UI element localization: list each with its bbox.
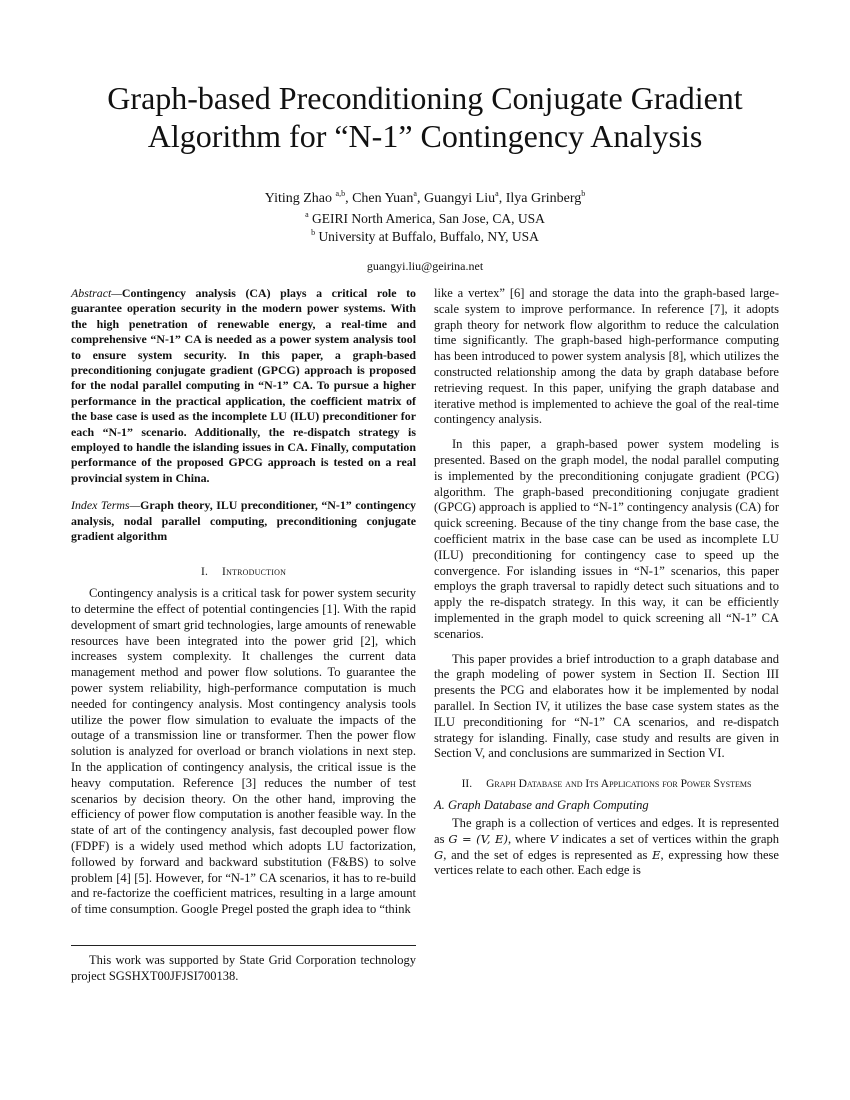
intro-paragraph-3: This paper provides a brief introduction to a graph database and the graph modeling of power system in Section II. Section III presents the PCG and elaborates how it be implemented by nodal parallel. In Section IV, it utilizes the base case system states as the ILU preconditioning for “N-1” CA scenarios, and re-dispatch strategy for islanding. Finally, case study and results are given in Section V, and conclusions are summarized in Section VI. bbox=[434, 651, 779, 761]
text-run: , and the set of edges is represented as bbox=[443, 847, 653, 862]
text-run: The graph is a collection of vertices and edges. It is represented as bbox=[434, 815, 779, 846]
affiliation-mark: b bbox=[311, 228, 316, 237]
author-name: Yiting Zhao bbox=[264, 191, 333, 206]
equation-graph: G = (V, E) bbox=[448, 831, 508, 846]
text-run: indicates a set of vertices within the graph bbox=[557, 831, 780, 846]
author-name: Chen Yuan bbox=[352, 191, 414, 206]
section-title: Graph Database and Its Applications for Power Systems bbox=[486, 778, 752, 791]
symbol-v: V bbox=[549, 831, 558, 846]
abstract bbox=[71, 286, 416, 486]
left-column bbox=[71, 286, 416, 918]
intro-paragraph-1: Contingency analysis is a critical task for power system security to determine the effect of potential contingencies [1]. With the rapid development of smart grid technologies, large amounts of renewable resources have been integrated into the power grid [2], which increases system complexity. It challenges the current data management method and power flow solutions. To guarantee the power system reliability, high-performance computation is much needed for contingency analysis. Most contingency analysis tools utilize the power flow simulation to evaluate the impacts of the outage of a transmission line or transformer. Then the power flow solution is analyzed for overload or branch violations in next step. In the application of contingency analysis, the critical issue is the heavy computation. Reference [3] reduces the number of test scenarios by decision theory. On the other hand, improving the efficiency of power flow computation is another feasible way. In the state of art of the contingency analysis, fast decoupled power flow (FDPF) is a widely used method which adopts LU factorization, followed by forward and backward substitution (F&BS) to solve problem [4] [5]. However, for “N-1” CA scenarios, it has to re-build and re-factorize the coefficient matrices, resulting in a large amount of time consumption. Google Pregel posted the graph idea to “think bbox=[71, 586, 416, 917]
author-affil-mark: b bbox=[581, 189, 586, 198]
contact-email: guangyi.liu@geirina.net bbox=[366, 259, 484, 273]
index-terms-text: Graph theory, ILU preconditioner, “N-1” contingency analysis, nodal parallel computing, preconditioning conjugate gradient algorithm bbox=[71, 498, 416, 544]
author-list: Yiting Zhao $^{a,b}$, Chen Yuan$^a$, Guangyi Liu$^a$, Ilya Grinberg$^b$ bbox=[264, 189, 586, 206]
affiliation-text: GEIRI North America, San Jose, CA, USA bbox=[312, 211, 545, 226]
title-line-1: Graph-based Preconditioning Conjugate Gradient bbox=[107, 80, 743, 116]
author-affil-mark: a bbox=[495, 189, 499, 198]
footnote: This work was supported by State Grid Corporation technology project SGSHXT00JFJSI700138. bbox=[71, 953, 416, 983]
index-terms bbox=[71, 498, 416, 544]
symbol-g: G bbox=[434, 847, 444, 862]
footnote-rule bbox=[71, 945, 416, 946]
right-column bbox=[434, 286, 779, 879]
section-number: II. bbox=[461, 778, 473, 791]
symbol-e: E bbox=[652, 847, 661, 862]
affiliation-b bbox=[60, 224, 790, 245]
section-heading-1 bbox=[71, 565, 416, 581]
section-title: Introduction bbox=[222, 565, 287, 578]
author-affil-mark: a,b bbox=[335, 189, 346, 198]
author-name: Guangyi Liu bbox=[423, 191, 496, 206]
index-terms-lead: Index Terms— bbox=[71, 498, 141, 513]
intro-paragraph-1-continued: like a vertex” [6] and storage the data into the graph-based large-scale system to improve performance. In reference [7], it adopts graph theory for network flow algorithm to reduce the calculation time significantly. The graph-based high-performance computing has been introduced to power system analysis [8], which utilizes the constructed relationship among the data by graph database before retrieving request. In this paper, unifying the graph database and iterative method is implemented to achieve the goal of the real-time contingency analysis. bbox=[434, 286, 779, 427]
author-affil-mark: a bbox=[413, 189, 417, 198]
text-run: , where bbox=[507, 831, 550, 846]
graph-paragraph bbox=[434, 816, 779, 879]
title-line-2: Algorithm for “N-1” Contingency Analysis bbox=[147, 118, 703, 154]
paper-title bbox=[60, 79, 790, 155]
abstract-lead: Abstract— bbox=[71, 286, 122, 300]
text-run: , expressing how these vertices relate to each other. Each edge is bbox=[434, 847, 779, 878]
section-heading-2 bbox=[434, 776, 779, 792]
abstract-text: Contingency analysis (CA) plays a critical role to guarantee operation security in the modern power systems. With the high penetration of renewable energy, a real-time and comprehensive “N-1” CA is needed as a power system analysis tool to ensure system security. In this paper, a graph-based preconditioning conjugate gradient (GPCG) approach is proposed for the nodal parallel computing in “N-1” CA. To pursue a higher performance in the practical application, the coefficient matrix of the base case is used as the incomplete LU (ILU) preconditioner for each “N-1” scenario. Additionally, the re-dispatch strategy is employed to handle the islanding issues in CA. Finally, computation performance of the proposed GPCG approach is tested on a real provincial system in China. bbox=[71, 286, 416, 485]
affiliation-text: University at Buffalo, Buffalo, NY, USA bbox=[318, 229, 539, 244]
author-name: Ilya Grinberg bbox=[505, 191, 582, 206]
section-number: I. bbox=[200, 565, 209, 578]
affiliation-mark: a bbox=[305, 210, 309, 219]
intro-paragraph-2: In this paper, a graph-based power system modeling is presented. Based on the graph model, the nodal parallel computing is implemented by the preconditioning conjugate gradient (PCG) algorithm. The graph-based preconditioning conjugate gradient (GPCG) approach is applied to “N-1” contingency analysis (CA) for quick screening. Because of the tiny change from the base case, the coefficient matrix in the base case can be used as incomplete LU (ILU) preconditioning for contingency case to speed up the convergence. For islanding issues in “N-1” scenarios, this paper employs the graph traversal to rapidly detect such situations and to apply the re-dispatch strategy. In this way, it can be efficiently implemented in the graph model to quick screening all “N-1” CA scenarios. bbox=[434, 437, 779, 641]
subsection-heading-a: A. Graph Database and Graph Computing bbox=[434, 798, 649, 813]
